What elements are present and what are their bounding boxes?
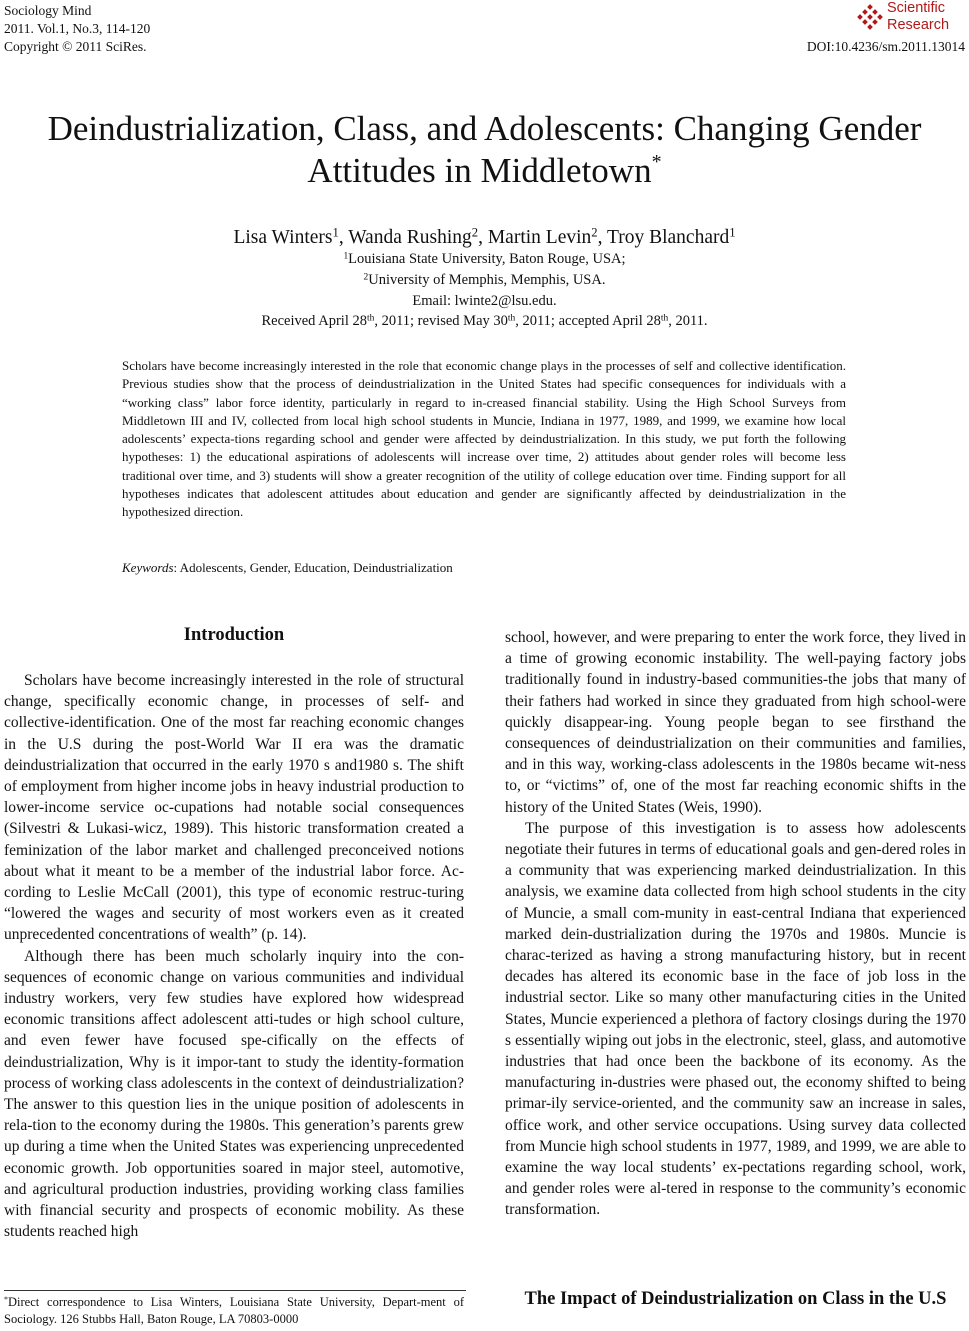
doi: DOI:10.4236/sm.2011.13014: [806, 39, 965, 54]
keywords-list: : Adolescents, Gender, Education, Deindustrialization: [173, 560, 453, 575]
title-line-2: Attitudes in Middletown*: [307, 151, 662, 190]
footnote: *Direct correspondence to Lisa Winters, Louisiana State University, Depart-ment of Sociology. 126 Stubbs Hall, Baton Rouge, LA 70803-0000: [4, 1295, 464, 1326]
affiliation-1: $^1$Louisiana State University, Baton Rouge, USA;: [343, 251, 626, 267]
author-1: Lisa Winters: [233, 227, 333, 248]
paper-title: [0, 108, 969, 192]
author-4: , Troy Blanchard: [597, 227, 730, 248]
section-heading-introduction: Introduction: [183, 625, 285, 645]
left-column: [4, 670, 464, 1242]
title-footnote-mark: *: [651, 151, 662, 173]
author-email: Email: lwinte2@lsu.edu.: [412, 293, 557, 309]
affiliation-2: $^2$University of Memphis, Memphis, USA.: [363, 272, 606, 288]
keywords: [122, 559, 846, 577]
abstract: Scholars have become increasingly interested in the role that economic change plays in the processes of self and collective identification. Previous studies show that the process of deindustrialization in the United States had specific consequences for individuals with a “working class” labor force identity, particularly in regard to in-creased financial stability. Using the High School Surveys from Middletown III and IV, collected from local high school students in Muncie, Indiana in 1977, 1989, and 1999, we examine how local adolescents’ expecta-tions regarding school and gender were affected by deindustrialization. In this study, we put forth the following hypotheses: 1) the educational aspirations of adolescents will increase over time, 2) attitudes about gender roles will become less traditional over time, and 3) students will show a greater recognition of the utility of college education over time. Finding support for all hypotheses indicates that adolescent attitudes about education and gender are significantly affected by deindustrialization in the hypothesized direction.: [122, 358, 846, 520]
copyright-line: Copyright © 2011 SciRes.: [4, 39, 147, 54]
journal-name: Sociology Mind: [4, 3, 92, 18]
footnote-divider: [4, 1290, 466, 1291]
publisher-name-line1: Scientific: [887, 0, 946, 16]
author-2: , Wanda Rushing: [338, 227, 472, 248]
paragraph: Although there has been much scholarly inquiry into the con-sequences of economic change on various communities and individual industry workers, very few studies have explored how widespread economic transitions affect adolescent atti-tudes or high school culture, and even fewer have focused spe-cifically on the effects of deindustrialization, Why is it impor-tant to study the identity-formation process of working class adolescents in the context of deindustrialization? The answer to this question lies in the unique position of adolescents in rela-tion to the economy during the 1980s. This generation’s parents grew up during a time when the United States was experiencing unprecedented economic growth. Job opportunities soared in major steel, automotive, and agricultural production industries, providing working class families with financial security and prospects of economic mobility. As these students reached high: [4, 947, 464, 1241]
keywords-label: Keywords: [122, 560, 174, 575]
author-3: , Martin Levin: [478, 227, 592, 248]
paragraph: Scholars have become increasingly interested in the role of structural change, specifically economic change, in processes of self- and collective-identification. One of the most far reaching economic changes in the U.S during the post-World War II era was the dramatic deindustrialization that occurred in the early 1970 s and1980 s. The shift of employment from higher income jobs in heavy industrial production to lower-income service oc-cupations had notable social consequences (Silvestri & Lukasi-wicz, 1989). This historic transformation created a feminization of the labor market and challenged preconceived notions about what it meant to be a member of the industrial labor force. Ac-cording to Leslie McCall (2001), this type of economic restruc-turing “lowered the wages and security of most workers even as it created unprecedented concentrations of wealth” (p. 14).: [4, 672, 464, 944]
right-column: [505, 627, 966, 1221]
section-heading-impact: The Impact of Deindustrialization on Class in the U.S: [524, 1289, 947, 1309]
footnote-mark: *: [4, 1295, 8, 1304]
author-list: Lisa Winters$^1$, Wanda Rushing$^2$, Martin Levin$^2$, Troy Blanchard$^1$: [233, 225, 736, 248]
journal-volume: 2011. Vol.1, No.3, 114-120: [4, 21, 151, 36]
scirp-diamond-icon: [855, 4, 885, 32]
paragraph: The purpose of this investigation is to assess how adolescents negotiate their futures in terms of educational goals and gen-dered roles in a community that was experiencing marked deindustrialization. In this analysis, we examine data collected from high school students in the city of Muncie, a small com-munity in east-central Indiana that experienced marked dein-dustrialization during the 1970s and 1980s. Muncie is charac-terized as having a strong manufacturing history, but in recent decades has altered its economic base in the face of job loss in the industrial sector. Like so many other manufacturing cities in the United States, Muncie experienced a plethora of factory closings during the 1970 s essentially wiping out jobs in the electronic, steel, glass, and automotive industries that had once been the backbone of its economy. As the manufacturing in-dustries were phased out, the economy shifted to being primar-ily service-oriented, and the community saw an increase in sales, office work, and other service occupations. Using survey data collected from Muncie high school students in 1977, 1989, and 1999, we are able to examine the way local students’ ex-pectations regarding school, work, and gender roles were al-tered in response to the community’s economic transformation.: [505, 819, 966, 1219]
publisher-name-line2: Research: [887, 17, 950, 33]
paragraph: school, however, and were preparing to enter the work force, they lived in a time of growing economic instability. The well-paying factory jobs traditionally found in industry-based communities-the jobs that many of their fathers had worked in since they graduated from high school-were quickly disappear-ing. Young people began to see firsthand the consequences of deindustrialization on their communities and families, and in this way, working-class adolescents in the 1980s became wit-ness to, or “victims” of, one of the most far reaching economic shifts in the history of the United States (Weis, 1990).: [505, 629, 966, 816]
journal-header: [4, 2, 150, 56]
title-line-1: Deindustrialization, Class, and Adolescents: Changing Gender: [47, 109, 922, 148]
publisher-logo: [855, 0, 965, 36]
received-dates: Received April 28th, 2011; revised May 30th, 2011; accepted April 28th, 2011.: [261, 313, 708, 329]
